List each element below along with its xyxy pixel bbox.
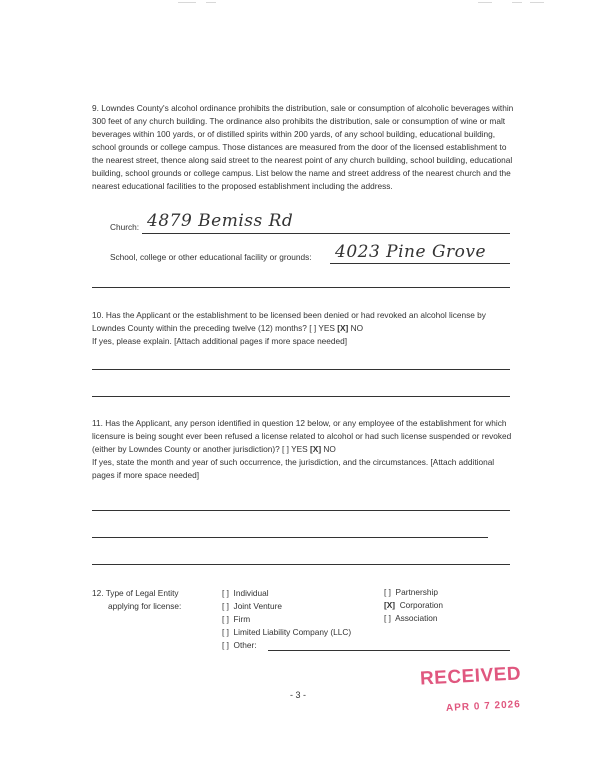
q12-label-line1: 12. Type of Legal Entity — [92, 588, 179, 598]
q10-no-box[interactable]: [X] — [337, 323, 349, 333]
received-stamp: RECEIVED — [419, 663, 522, 690]
option-firm-box[interactable]: [ ] — [222, 614, 229, 624]
option-other[interactable] — [222, 640, 257, 650]
q11-explain: If yes, state the month and year of such occurrence, the jurisdiction, and the circumstances. [Attach additional pages if more space needed] — [92, 457, 495, 480]
school-value[interactable]: 4023 Pine Grove — [335, 242, 487, 262]
option-llc[interactable] — [222, 627, 351, 637]
q11-no-label: NO — [323, 444, 336, 454]
school-line — [330, 263, 510, 264]
other-input-line[interactable] — [268, 650, 510, 651]
option-joint-venture-box[interactable]: [ ] — [222, 601, 229, 611]
option-other-box[interactable]: [ ] — [222, 640, 229, 650]
q12-label-line2: applying for license: — [108, 601, 182, 611]
option-corporation-box[interactable]: [X] — [384, 600, 396, 610]
option-individual-box[interactable]: [ ] — [222, 588, 229, 598]
option-llc-box[interactable]: [ ] — [222, 627, 229, 637]
option-joint-venture-label: Joint Venture — [233, 601, 282, 611]
option-corporation[interactable] — [384, 600, 443, 610]
q11-answer-line-1 — [92, 510, 510, 511]
church-line — [142, 233, 510, 234]
option-association-label: Association — [395, 613, 438, 623]
option-partnership[interactable] — [384, 587, 438, 597]
school-label: School, college or other educational facility or grounds: — [110, 252, 312, 262]
question-11-text — [92, 417, 514, 482]
option-corporation-label: Corporation — [399, 600, 444, 610]
option-firm[interactable] — [222, 614, 250, 624]
q10-yes-label: YES — [318, 323, 335, 333]
church-value[interactable]: 4879 Bemiss Rd — [147, 211, 294, 231]
q11-answer-line-2 — [92, 537, 488, 538]
option-joint-venture[interactable] — [222, 601, 282, 611]
question-9-text: 9. Lowndes County's alcohol ordinance prohibits the distribution, sale or consumption of alcoholic beverages within 300 feet of any church building. The ordinance also prohibits the distribution, sale or consumption of wine or malt beverages within 100 yards, or of distilled spirits within 200 yards, of any school building, educational building, school grounds or college campus. Those distances are measured from the door of the licensed establishment to the nearest street, thence along said street to the nearest point of any church building, school building, educational building, school grounds or college campus. List below the name and street address of the nearest church and the nearest educational facilities to the proposed establishment including the address. — [92, 103, 514, 191]
option-llc-label: Limited Liability Company (LLC) — [233, 627, 352, 637]
q10-yes-box[interactable]: [ ] — [309, 323, 317, 333]
school-extra-line — [92, 287, 510, 288]
q10-no-label: NO — [350, 323, 364, 333]
option-individual-label: Individual — [233, 588, 269, 598]
option-firm-label: Firm — [233, 614, 251, 624]
q10-answer-line-2 — [92, 396, 510, 397]
q11-yes-box[interactable]: [ ] — [282, 444, 289, 454]
scan-edge-marks — [0, 0, 600, 6]
q11-yes-label: YES — [291, 444, 308, 454]
option-association[interactable] — [384, 613, 438, 623]
q11-no-box[interactable]: [X] — [310, 444, 322, 454]
question-10-text — [92, 309, 514, 348]
received-stamp-date: APR 0 7 2026 — [445, 699, 522, 714]
church-label: Church: — [110, 222, 140, 232]
page-number: - 3 - — [290, 690, 307, 700]
q10-answer-line-1 — [92, 369, 510, 370]
q10-question: 10. Has the Applicant or the establishment to be licensed been denied or had revoked an alcohol license by Lowndes County within the preceding twelve (12) months? — [92, 310, 486, 333]
option-other-label: Other: — [233, 640, 257, 650]
option-partnership-label: Partnership — [395, 587, 438, 597]
q10-explain: If yes, please explain. [Attach additional pages if more space needed] — [92, 336, 348, 346]
option-partnership-box[interactable]: [ ] — [384, 587, 391, 597]
q11-question: 11. Has the Applicant, any person identified in question 12 below, or any employee of the establishment for which licensure is being sought ever been refused a license related to alcohol or had such license suspended or revoked (either by Lowndes County or another jurisdiction)? — [92, 418, 512, 454]
option-individual[interactable] — [222, 588, 269, 598]
option-association-box[interactable]: [ ] — [384, 613, 391, 623]
q11-answer-line-3 — [92, 564, 510, 565]
